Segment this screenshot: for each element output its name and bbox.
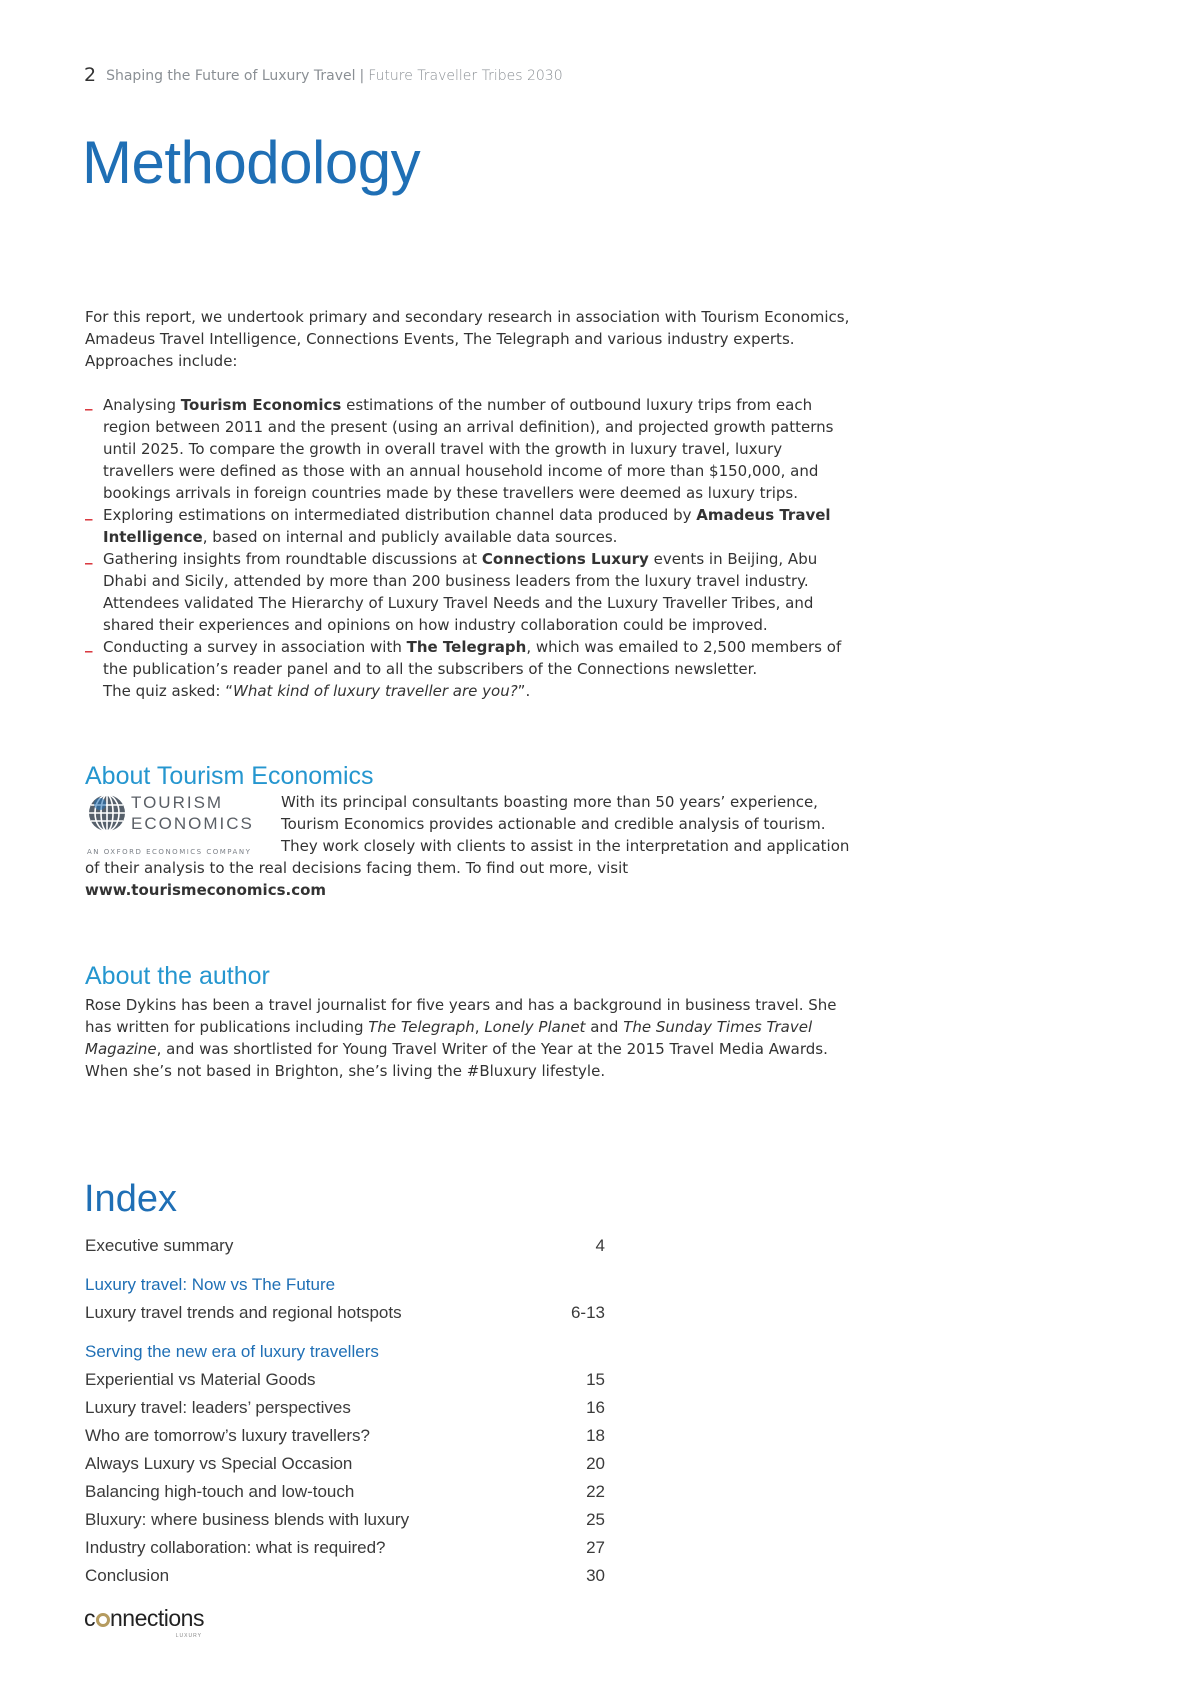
index-entry-page: 4 [595, 1236, 605, 1255]
author-bio: Rose Dykins has been a travel journalist for five years and has a background in business travel. She has written for publications including The Telegraph, Lonely Planet and The Sunday Times Travel Magazine, and was shortlisted for Young Travel Writer of the Year at the 2015 Travel Media Awards. When she’s not based in Brighton, she’s living the #Bluxury lifestyle. [85, 996, 837, 1080]
brand-word: nnections [110, 1605, 204, 1631]
index-entry-page: 6-13 [570, 1303, 605, 1322]
publication-title: Shaping the Future of Luxury Travel [106, 68, 356, 84]
list-item: _ Gathering insights from roundtable discussions at Connections Luxury events in Beijing, Abu Dhabi and Sicily, attended by more than 200 business leaders from the luxury travel industry. Attendees validated The Hierarchy of Luxury Travel Needs and the Luxury Traveller Tribes, and shared their experiences and opinions on how industry collaboration could be improved. [85, 548, 855, 636]
index-entry[interactable] [85, 1366, 605, 1394]
methodology-intro: For this report, we undertook primary and secondary research in association with Tourism Economics, Amadeus Travel Intelligence, Connections Events, The Telegraph and various industry experts. Approaches include: [85, 308, 850, 370]
brand-sub: LUXURY [175, 1633, 202, 1639]
page-title: Methodology [82, 129, 421, 196]
author-section [85, 994, 855, 1082]
author-heading: About the author [85, 962, 270, 990]
index-entry[interactable] [85, 1478, 605, 1506]
index-section-heading: Serving the new era of luxury travellers [85, 1342, 379, 1361]
index-entry[interactable] [85, 1422, 605, 1450]
header-separator: | [359, 68, 365, 84]
index-entry[interactable] [85, 1506, 605, 1534]
tourism-economics-text: With its principal consultants boasting more than 50 years’ experience, Tourism Economics provides actionable and credible analysis of tourism. They work closely with clients to assist in the interpretation and application of their analysis to the real decisions facing them. To find out more, visit www.tourismeconomics.com [85, 793, 850, 899]
logo-tagline: AN OXFORD ECONOMICS COMPANY [87, 848, 252, 856]
list-item: _ Conducting a survey in association with The Telegraph, which was emailed to 2,500 members of the publication’s reader panel and to all the subscribers of the Connections newsletter. The quiz asked: “What kind of luxury traveller are you?”. [85, 636, 855, 702]
quiz-question: What kind of luxury traveller are you? [233, 682, 518, 700]
index-entry-label: Always Luxury vs Special Occasion [85, 1454, 353, 1473]
index-title: Index [84, 1178, 177, 1220]
connections-luxury-logo [84, 1605, 204, 1639]
index-entry-page: 16 [586, 1398, 605, 1417]
index-list [85, 1232, 605, 1590]
index-entry-page: 18 [586, 1426, 605, 1445]
index-entry[interactable] [85, 1450, 605, 1478]
index-entry-page: 20 [586, 1454, 605, 1473]
tourism-economics-heading: About Tourism Economics [85, 762, 374, 790]
globe-icon [87, 793, 127, 833]
index-entry-label: Balancing high-touch and low-touch [85, 1482, 355, 1501]
logo-word-tourism: TOURISM [131, 793, 224, 812]
brand-ring-icon [96, 1613, 110, 1627]
methodology-section [85, 306, 855, 702]
list-item: _ Analysing Tourism Economics estimations of the number of outbound luxury trips from each region between 2011 and the present (using an arrival definition), and projected growth patterns until 2025. To compare the growth in overall travel with the growth in luxury travel, luxury travellers were defined as those with an annual household income of more than $150,000, and bookings arrivals in foreign countries made by these travellers were deemed as luxury trips. [85, 394, 855, 504]
brand-letter-c: c [84, 1605, 95, 1631]
tourism-economics-logo [85, 791, 267, 857]
index-entry-page: 27 [586, 1538, 605, 1557]
index-entry-page: 15 [586, 1370, 605, 1389]
index-entry-label: Executive summary [85, 1236, 234, 1255]
tourism-economics-section [85, 791, 855, 901]
index-entry-label: Bluxury: where business blends with luxury [85, 1510, 410, 1529]
index-entry-label: Luxury travel: leaders’ perspectives [85, 1398, 351, 1417]
list-item: _ Exploring estimations on intermediated distribution channel data produced by Amadeus Travel Intelligence, based on internal and publicly available data sources. [85, 504, 855, 548]
index-entry[interactable] [85, 1534, 605, 1562]
publication-subtitle: Future Traveller Tribes 2030 [368, 68, 563, 84]
index-entry[interactable] [85, 1394, 605, 1422]
index-entry-label: Experiential vs Material Goods [85, 1370, 316, 1389]
index-entry-label: Luxury travel trends and regional hotspots [85, 1303, 402, 1322]
website-link[interactable]: www.tourismeconomics.com [85, 881, 327, 899]
index-entry-page: 25 [586, 1510, 605, 1529]
index-entry[interactable] [85, 1299, 605, 1327]
logo-word-economics: ECONOMICS [131, 814, 254, 833]
page-header [84, 64, 563, 86]
page-number: 2 [84, 64, 97, 86]
index-section-heading: Luxury travel: Now vs The Future [85, 1275, 336, 1294]
index-entry-page: 22 [586, 1482, 605, 1501]
index-entry-label: Conclusion [85, 1566, 170, 1585]
index-entry-label: Who are tomorrow’s luxury travellers? [85, 1426, 370, 1445]
index-entry-page: 30 [586, 1566, 605, 1585]
index-entry-label: Industry collaboration: what is required? [85, 1538, 386, 1557]
index-entry[interactable] [85, 1562, 605, 1590]
approaches-list [85, 394, 855, 702]
index-entry[interactable] [85, 1232, 605, 1260]
